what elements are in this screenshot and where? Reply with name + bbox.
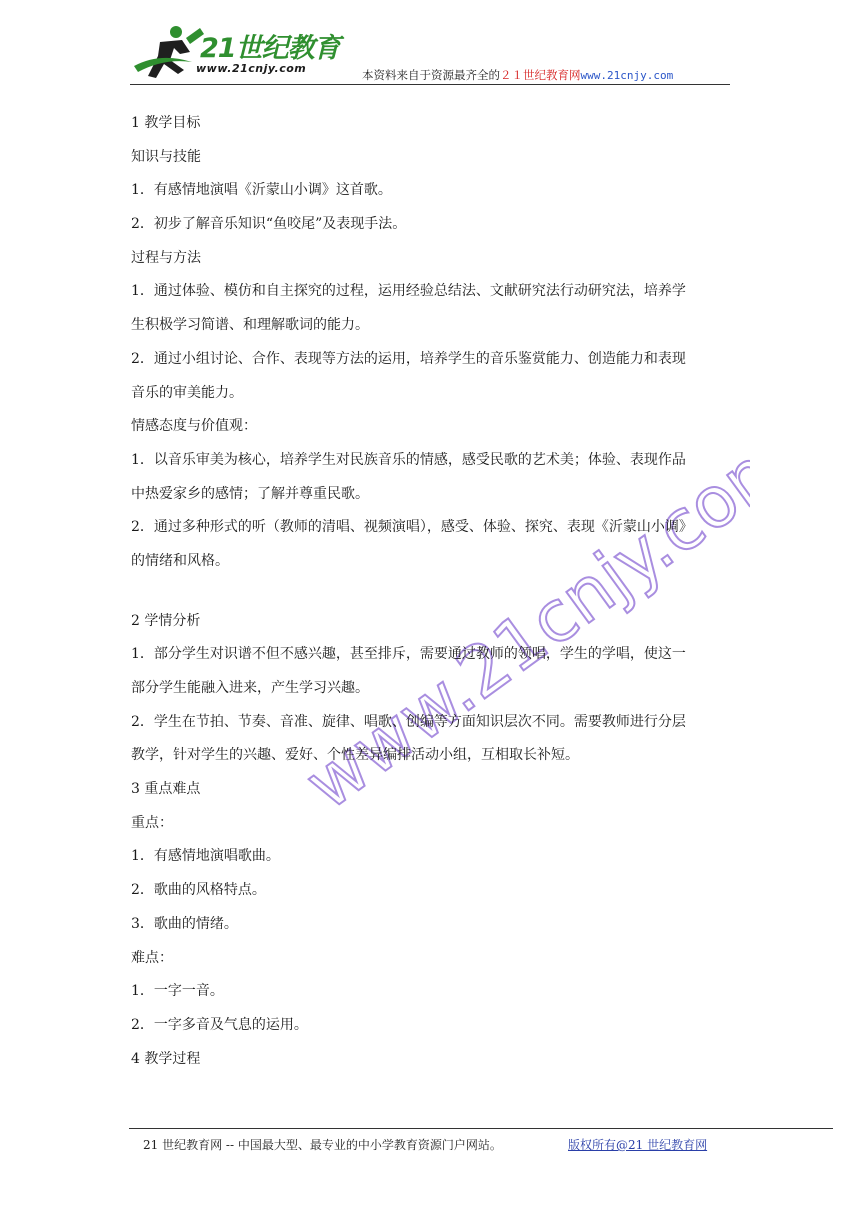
body-line: 的情绪和风格。 [131,552,229,569]
footer-divider [129,1128,833,1129]
body-line: 中热爱家乡的感情；了解并尊重民歌。 [131,485,369,502]
body-line: 过程与方法 [131,249,201,266]
header-url-link[interactable]: www.21cnjy.com [580,69,674,82]
body-line: 部分学生能融入进来，产生学习兴趣。 [131,680,369,696]
body-line: 难点： [131,949,173,966]
header-divider [130,84,730,85]
body-line: 4 教学过程 [131,1050,201,1067]
body-line: 2．歌曲的风格特点。 [131,882,266,899]
page-header [130,22,730,86]
logo-url: www.21cnjy.com [196,62,307,75]
body-line: 音乐的审美能力。 [131,384,243,401]
body-line: 知识与技能 [131,148,201,165]
body-line: 1．部分学生对识谱不但不感兴趣，甚至排斥，需要通过教师的领唱，学生的学唱，使这一 [131,646,686,663]
footer-copyright-link[interactable]: 版权所有@21 世纪教育网 [568,1138,708,1152]
body-line: 2．通过小组讨论、合作、表现等方法的运用，培养学生的音乐鉴赏能力、创造能力和表现 [131,350,686,367]
body-line: 1．有感情地演唱《沂蒙山小调》这首歌。 [131,182,392,199]
body-line: 3．歌曲的情绪。 [131,915,238,932]
body-line: 1．以音乐审美为核心，培养学生对民族音乐的情感，感受民歌的艺术美；体验、表现作品 [131,451,686,468]
body-line: 2．通过多种形式的听（教师的清唱、视频演唱），感受、体验、探究、表现《沂蒙山小调》 [131,519,693,536]
body-line: 3 重点难点 [131,781,201,798]
body-line: 1．一字一音。 [131,983,224,1000]
site-logo[interactable] [130,22,340,84]
logo-text: 21世纪教育 [200,33,340,64]
footer-text: 21 世纪教育网 -- 中国最大型、最专业的中小学教育资源门户网站。 [143,1138,502,1152]
paragraph-gap [131,584,731,610]
body-line: 1．有感情地演唱歌曲。 [131,848,280,865]
header-note-prefix: 本资料来自于资源最齐全的 [362,68,500,82]
body-line: 2 学情分析 [131,612,201,629]
body-line: 2．初步了解音乐知识“鱼咬尾”及表现手法。 [131,216,407,233]
body-line: 1 教学目标 [131,115,201,131]
document-body [131,112,731,1081]
body-line: 情感态度与价值观： [131,418,257,435]
watermark-text: www.21cnjy.com [290,417,750,808]
body-line: 2．学生在节拍、节奏、音准、旋律、唱歌、创编等方面知识层次不同。需要教师进行分层 [131,713,686,730]
body-line: 1．通过体验、模仿和自主探究的过程，运用经验总结法、文献研究法行动研究法，培养学 [131,283,686,300]
body-line: 教学，针对学生的兴趣、爱好、个性差异编排活动小组，互相取长补短。 [131,747,579,764]
body-line: 重点： [131,814,173,831]
body-line: 2．一字多音及气息的运用。 [131,1016,308,1033]
header-note [362,67,673,83]
header-brand-name: ２１世纪教育网 [500,68,581,82]
body-line: 生积极学习简谱、和理解歌词的能力。 [131,317,369,334]
